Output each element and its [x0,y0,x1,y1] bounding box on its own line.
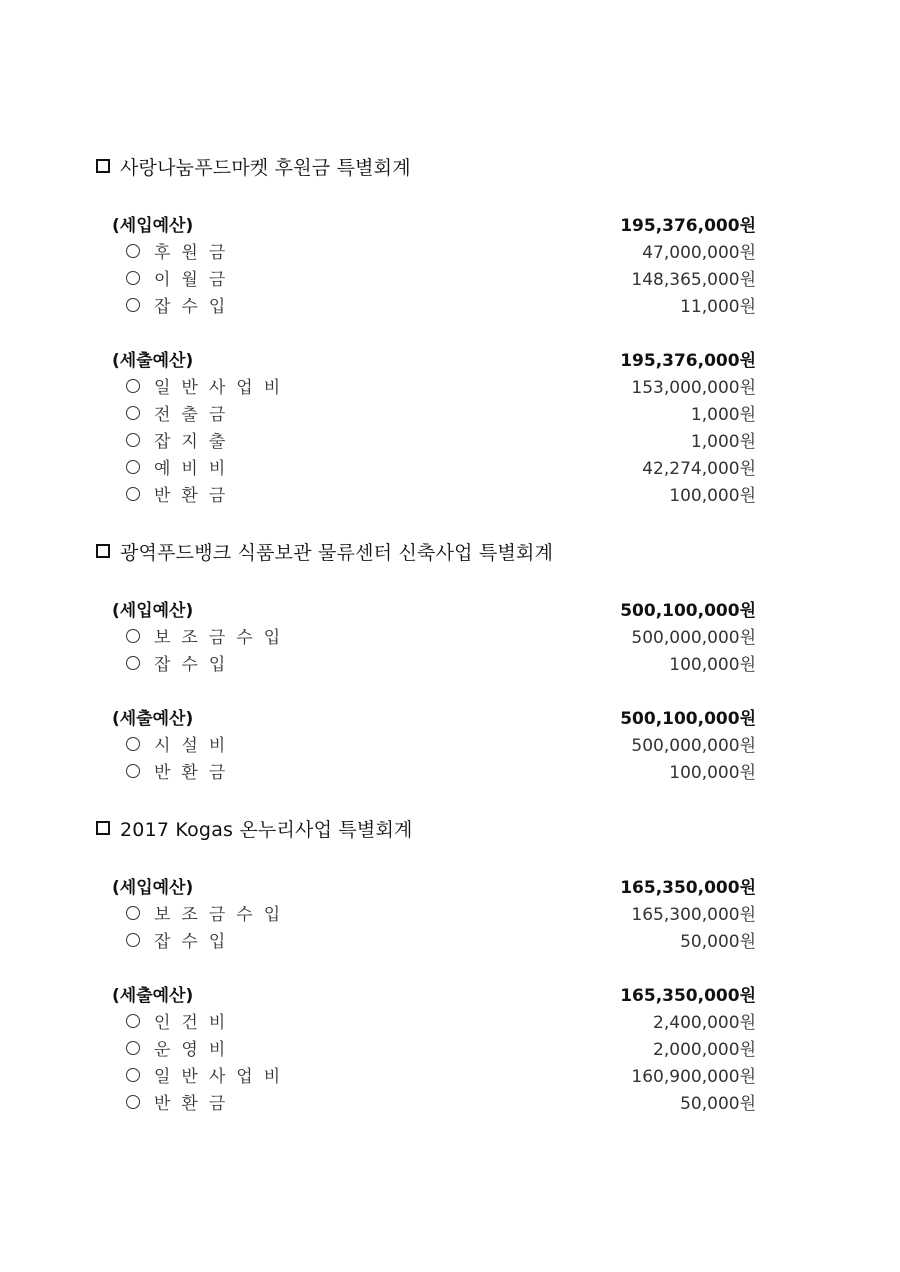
item-label: 인건비 [154,1013,237,1033]
circle-bullet-icon [126,1068,140,1082]
budget-item [96,649,756,676]
circle-bullet-icon [126,433,140,447]
section-title [96,537,756,565]
budget-item [96,1061,756,1088]
item-label: 반환금 [154,763,237,783]
revenue-header [96,872,756,899]
budget-item [96,1034,756,1061]
section-title-text: 광역푸드뱅크 식품보관 물류센터 신축사업 특별회계 [120,541,554,564]
circle-bullet-icon [126,906,140,920]
item-label: 반환금 [154,486,237,506]
revenue-budget [96,595,756,676]
revenue-total: 195,376,000원 [620,216,756,236]
circle-bullet-icon [126,271,140,285]
expenditure-budget [96,345,756,507]
item-amount: 100,000원 [669,655,756,675]
item-amount: 153,000,000원 [631,378,756,398]
item-label: 잡수입 [154,297,237,317]
budget-item [96,1007,756,1034]
item-label: 일반사업비 [154,378,292,398]
budget-item [96,622,756,649]
budget-item [96,453,756,480]
item-label: 반환금 [154,1094,237,1114]
budget-item [96,730,756,757]
item-label: 보조금수입 [154,628,292,648]
circle-bullet-icon [126,629,140,643]
item-amount: 42,274,000원 [642,459,756,479]
budget-item [96,372,756,399]
item-label: 보조금수입 [154,905,292,925]
item-amount: 2,400,000원 [653,1013,756,1033]
circle-bullet-icon [126,244,140,258]
expenditure-budget [96,980,756,1115]
item-label: 시설비 [154,736,237,756]
revenue-header [96,595,756,622]
item-label: 전출금 [154,405,237,425]
expenditure-header [96,980,756,1007]
item-label: 잡수입 [154,655,237,675]
item-amount: 1,000원 [690,405,756,425]
budget-section-food-market [96,152,756,507]
item-label: 운영비 [154,1040,237,1060]
circle-bullet-icon [126,1041,140,1055]
item-amount: 2,000,000원 [653,1040,756,1060]
budget-item [96,264,756,291]
budget-item [96,926,756,953]
circle-bullet-icon [126,460,140,474]
budget-item [96,1088,756,1115]
item-amount: 100,000원 [669,763,756,783]
expenditure-label: (세출예산) [112,986,194,1006]
budget-item [96,757,756,784]
item-amount: 160,900,000원 [631,1067,756,1087]
section-title-text: 사랑나눔푸드마켓 후원금 특별회계 [120,156,411,179]
item-amount: 1,000원 [690,432,756,452]
item-label: 후원금 [154,243,237,263]
item-amount: 148,365,000원 [631,270,756,290]
budget-item [96,480,756,507]
circle-bullet-icon [126,406,140,420]
circle-bullet-icon [126,379,140,393]
square-bullet-icon [96,821,110,835]
circle-bullet-icon [126,656,140,670]
budget-item [96,237,756,264]
revenue-header [96,210,756,237]
circle-bullet-icon [126,933,140,947]
revenue-budget [96,210,756,318]
budget-section-kogas-onnuri [96,814,756,1115]
item-amount: 50,000원 [680,932,756,952]
expenditure-total: 195,376,000원 [620,351,756,371]
item-label: 잡수입 [154,932,237,952]
item-amount: 165,300,000원 [631,905,756,925]
circle-bullet-icon [126,1014,140,1028]
revenue-label: (세입예산) [112,601,194,621]
item-label: 예비비 [154,459,237,479]
square-bullet-icon [96,544,110,558]
revenue-label: (세입예산) [112,878,194,898]
expenditure-label: (세출예산) [112,709,194,729]
item-label: 이월금 [154,270,237,290]
section-title-text: 2017 Kogas 온누리사업 특별회계 [120,818,413,841]
revenue-budget [96,872,756,953]
item-amount: 500,000,000원 [631,628,756,648]
budget-item [96,399,756,426]
expenditure-label: (세출예산) [112,351,194,371]
section-title [96,814,756,842]
circle-bullet-icon [126,737,140,751]
expenditure-budget [96,703,756,784]
budget-item [96,291,756,318]
revenue-label: (세입예산) [112,216,194,236]
item-amount: 500,000,000원 [631,736,756,756]
item-amount: 100,000원 [669,486,756,506]
expenditure-total: 165,350,000원 [620,986,756,1006]
item-amount: 50,000원 [680,1094,756,1114]
circle-bullet-icon [126,487,140,501]
expenditure-header [96,703,756,730]
budget-item [96,899,756,926]
circle-bullet-icon [126,298,140,312]
budget-item [96,426,756,453]
expenditure-total: 500,100,000원 [620,709,756,729]
item-amount: 47,000,000원 [642,243,756,263]
revenue-total: 165,350,000원 [620,878,756,898]
item-label: 잡지출 [154,432,237,452]
item-amount: 11,000원 [680,297,756,317]
circle-bullet-icon [126,764,140,778]
revenue-total: 500,100,000원 [620,601,756,621]
section-title [96,152,756,180]
square-bullet-icon [96,159,110,173]
circle-bullet-icon [126,1095,140,1109]
budget-section-logistics-center [96,537,756,784]
item-label: 일반사업비 [154,1067,292,1087]
expenditure-header [96,345,756,372]
